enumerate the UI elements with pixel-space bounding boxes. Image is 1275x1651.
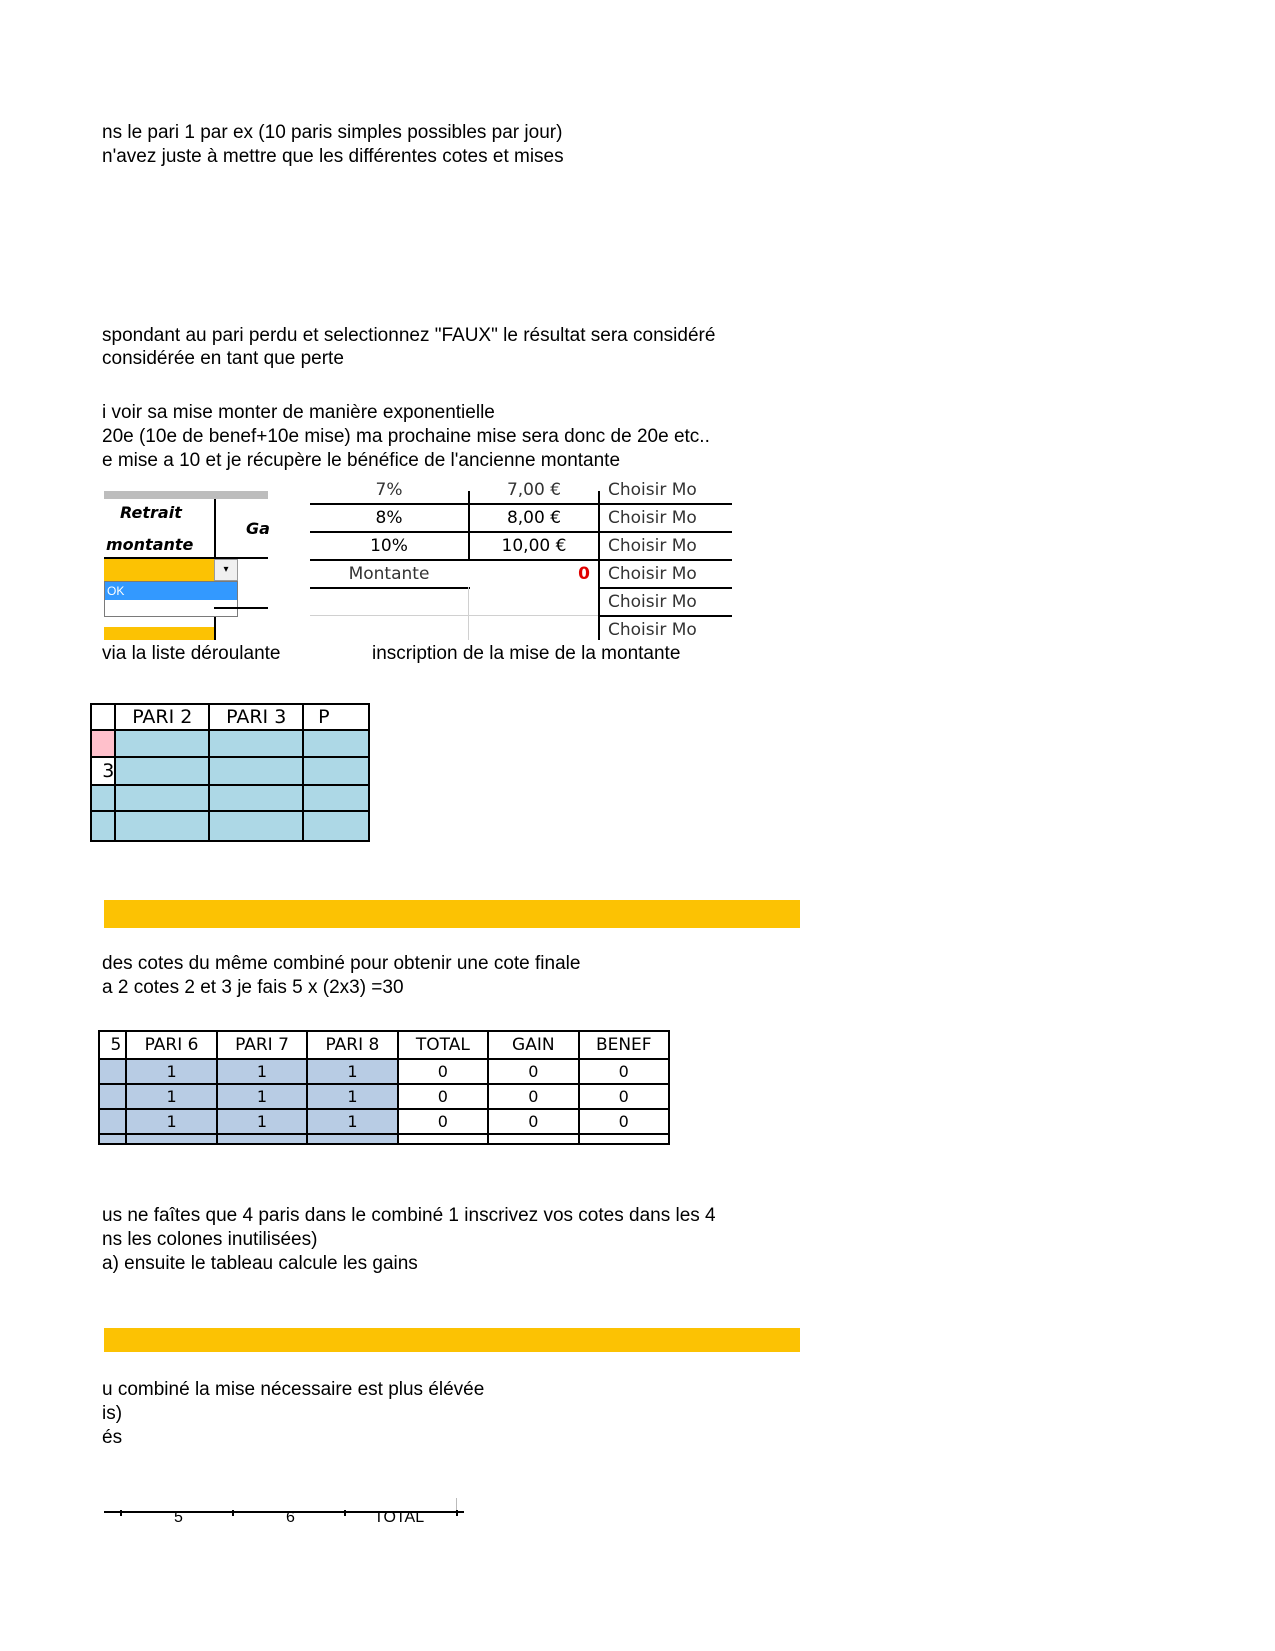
pct-row-2: 8% (375, 508, 403, 528)
fill-line-2: ns les colones inutilisées) (102, 1229, 318, 1250)
row-label: 3 (91, 757, 115, 785)
table-cell[interactable] (99, 1109, 126, 1134)
table-cell: 0 (488, 1084, 578, 1109)
table-cell[interactable] (91, 730, 115, 757)
fill-line-1: us ne faîtes que 4 paris dans le combiné 1 inscrivez vos cotes dans les 4 (102, 1205, 716, 1226)
table-cell: 0 (398, 1084, 488, 1109)
table-header-cell: PARI 7 (217, 1031, 307, 1059)
table-header-cell: PARI 3 (209, 704, 303, 730)
amount-row-1: 7,00 € (506, 480, 562, 500)
table-cell[interactable] (303, 730, 369, 757)
caption-montante: inscription de la mise de la montante (372, 643, 681, 664)
table-cell[interactable] (209, 730, 303, 757)
table-cell (307, 1134, 397, 1144)
table-cell[interactable] (209, 757, 303, 785)
column-line (598, 491, 600, 640)
table-header-cell: PARI 2 (115, 704, 209, 730)
column-line (468, 491, 470, 561)
choice-cell[interactable]: Choisir Mo (608, 480, 697, 500)
table-cell (126, 1134, 216, 1144)
grid-line (310, 615, 600, 616)
loss-line-1: spondant au pari perdu et selectionnez "FAUX" le résultat sera considéré (102, 325, 716, 346)
table-cell[interactable] (115, 785, 209, 811)
amount-row-3: 10,00 € (501, 536, 567, 556)
table-cell[interactable]: 1 (217, 1109, 307, 1134)
yellow-cell (104, 627, 214, 640)
table-header-cell: TOTAL (398, 1031, 488, 1059)
table-header-cell: GAIN (488, 1031, 578, 1059)
mise-line-1: u combiné la mise nécessaire est plus élévée (102, 1379, 485, 1400)
row-divider (214, 607, 268, 609)
combine-table-screenshot (104, 1030, 668, 1152)
table-cell (579, 1134, 669, 1144)
combine-line-2: a 2 cotes 2 et 3 je fais 5 x (2x3) =30 (102, 977, 404, 998)
table-cell[interactable] (99, 1084, 126, 1109)
montante-line-1: i voir sa mise monter de manière exponentielle (102, 402, 495, 423)
table-cell: 0 (579, 1059, 669, 1084)
table-cell[interactable] (115, 757, 209, 785)
table-cell[interactable] (303, 811, 369, 841)
table-cell: 0 (488, 1059, 578, 1084)
table-cell (99, 1134, 126, 1144)
table-header-cell: P (303, 704, 369, 730)
percentage-table-screenshot (310, 480, 732, 640)
montante-label: montante (106, 535, 194, 554)
grid-line (468, 587, 469, 640)
table-cell[interactable] (209, 785, 303, 811)
table-cell[interactable] (99, 1059, 126, 1084)
section-band (104, 1328, 800, 1352)
table-header-cell: 5 (174, 1509, 183, 1526)
montante-label: Montante (348, 564, 430, 584)
montante-line-3: e mise a 10 et je récupère le bénéfice de l'ancienne montante (102, 450, 621, 471)
retrait-montante-screenshot (104, 491, 268, 640)
fill-line-3: a) ensuite le tableau calcule les gains (102, 1253, 418, 1274)
choice-cell[interactable]: Choisir Mo (608, 536, 697, 556)
table-cell[interactable]: 1 (126, 1084, 216, 1109)
intro-line-2: n'avez juste à mettre que les différentes cotes et mises (102, 146, 564, 167)
montante-line-2: 20e (10e de benef+10e mise) ma prochaine mise sera donc de 20e etc.. (102, 426, 710, 447)
table-header-cell: PARI 8 (307, 1031, 397, 1059)
table-cell[interactable] (209, 811, 303, 841)
table-header-cell: PARI 6 (126, 1031, 216, 1059)
mise-line-3: és (102, 1427, 123, 1448)
table-header-cell: 5 (99, 1031, 126, 1059)
combine-line-1: des cotes du même combiné pour obtenir une cote finale (102, 953, 581, 974)
selected-cell[interactable] (104, 559, 214, 581)
retrait-label: Retrait (120, 503, 182, 522)
table-cell[interactable] (91, 811, 115, 841)
caption-dropdown: via la liste déroulante (102, 643, 281, 664)
table-cell[interactable]: 1 (307, 1109, 397, 1134)
table-header-cell: TOTAL (374, 1509, 425, 1526)
header-bar (104, 491, 268, 499)
amount-row-2: 8,00 € (506, 508, 562, 528)
choice-cell[interactable]: Choisir Mo (608, 620, 697, 640)
table-cell (488, 1134, 578, 1144)
table-cell[interactable] (115, 811, 209, 841)
table-cell (398, 1134, 488, 1144)
pct-row-3: 10% (370, 536, 408, 556)
section-band (104, 900, 800, 928)
table-cell[interactable]: 1 (217, 1084, 307, 1109)
table-cell: 0 (398, 1059, 488, 1084)
montante-value[interactable]: 0 (578, 564, 590, 584)
table-cell[interactable] (91, 785, 115, 811)
table-cell[interactable]: 1 (307, 1084, 397, 1109)
mise-line-2: is) (102, 1403, 123, 1424)
table-cell[interactable]: 1 (217, 1059, 307, 1084)
dropdown-list[interactable] (104, 581, 238, 617)
table-cell: 0 (488, 1109, 578, 1134)
table-header-cell: BENEF (579, 1031, 669, 1059)
dropdown-option-ok[interactable]: OK (105, 582, 237, 600)
table-cell[interactable]: 1 (126, 1109, 216, 1134)
table-cell[interactable] (303, 757, 369, 785)
table-cell[interactable]: 1 (307, 1059, 397, 1084)
table-header-cell (91, 704, 115, 730)
table-cell: 0 (398, 1109, 488, 1134)
choice-cell[interactable]: Choisir Mo (608, 508, 697, 528)
table-cell[interactable]: 1 (126, 1059, 216, 1084)
loss-line-2: considérée en tant que perte (102, 348, 344, 369)
cut-table-screenshot (104, 1498, 464, 1526)
table-cell (217, 1134, 307, 1144)
table-cell[interactable] (303, 785, 369, 811)
table-cell[interactable] (115, 730, 209, 757)
row-line (310, 587, 470, 589)
intro-line-1: ns le pari 1 par ex (10 paris simples possibles par jour) (102, 122, 563, 143)
choice-cell[interactable]: Choisir Mo (608, 564, 697, 584)
choice-cell[interactable]: Choisir Mo (608, 592, 697, 612)
table-header-cell: 6 (286, 1509, 295, 1526)
table-cell: 0 (579, 1109, 669, 1134)
table-cell: 0 (579, 1084, 669, 1109)
chevron-down-icon[interactable]: ▾ (214, 559, 238, 581)
pct-row-1: 7% (375, 480, 403, 500)
partial-header-ga: Ga (246, 519, 270, 538)
pari-table-screenshot (104, 703, 344, 843)
